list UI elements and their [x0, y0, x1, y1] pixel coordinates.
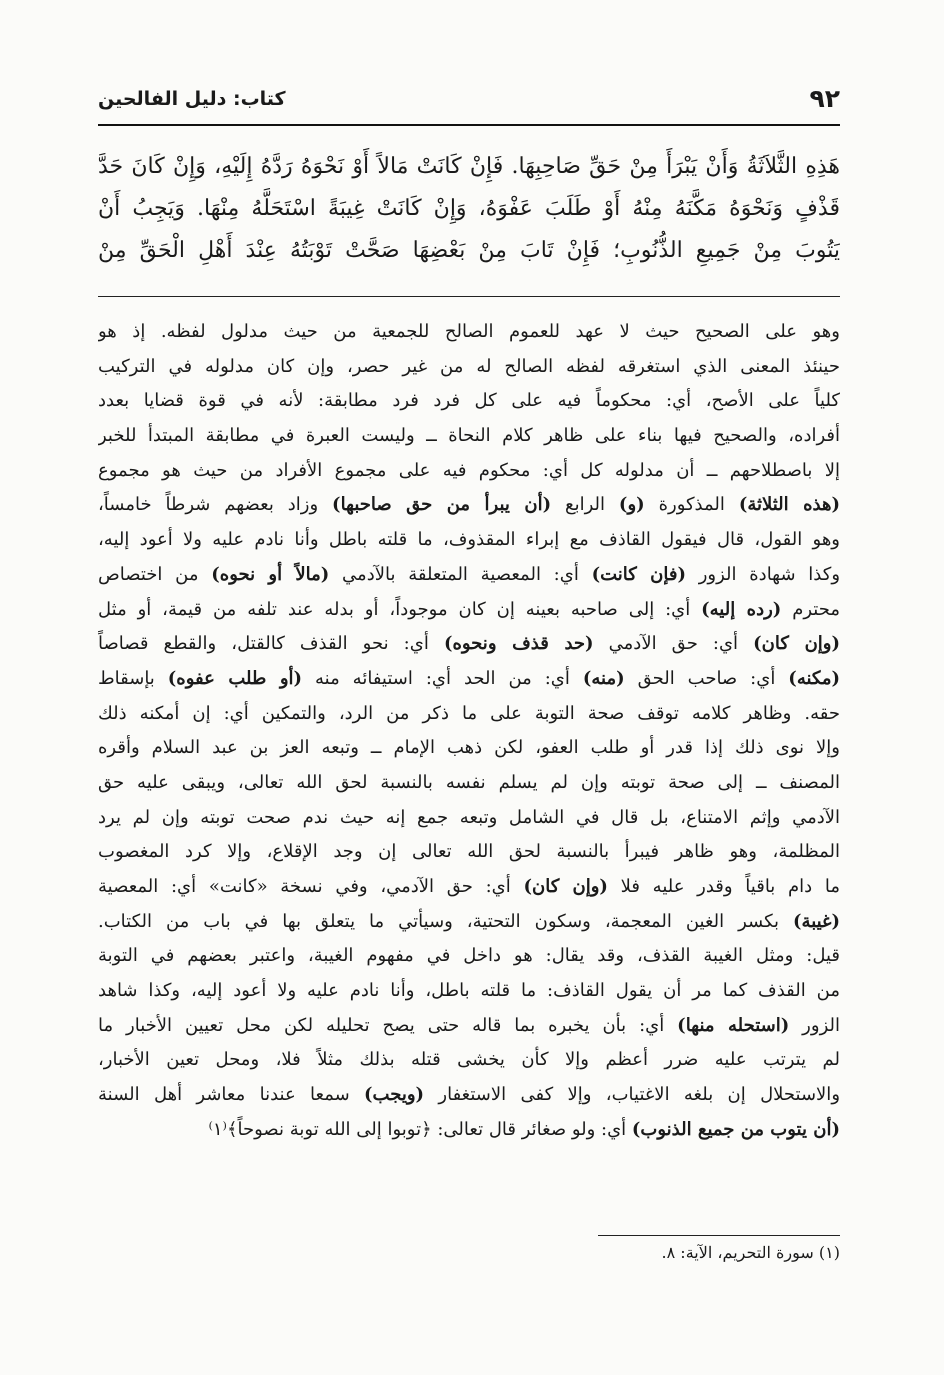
commentary-run: المصنف ــ إلى صحة توبته وإن لم يسلم نفسه بالنسبة لحق الله تعالى، ويبقى عليه حق — [98, 771, 840, 793]
commentary-line — [98, 315, 840, 350]
matn-line: يَتُوبَ مِنْ جَمِيعِ الذُّنُوبِ؛ فَإِنْ تَابَ مِنْ بَعْضِهَا صَحَّتْ تَوْبَتُهُ عِنْدَ أَهْلِ الْحَقِّ مِنْ — [98, 238, 840, 263]
commentary-run: إلا باصطلاحهم ــ أن مدلوله كل أي: محكوم فيه على مجموع الأفراد من حيث هو مجموع — [98, 459, 840, 481]
commentary-text — [98, 315, 840, 1148]
commentary-run: وكذا شهادة الزور — [685, 563, 840, 585]
commentary-run: بإسقاط — [98, 667, 168, 689]
matn-line: قَذْفٍ وَنَحْوَهُ مَكَّنَهُ مِنْهُ أَوْ طَلَبَ عَفْوَهُ، وَإِنْ كَانَتْ غِيبَةً اسْتَحَلَّهُ مِنْهَا. وَيَجِبُ أَنْ — [98, 196, 840, 221]
commentary-run: أي: نحو القذف كالقتل، والقطع قصاصاً — [98, 633, 444, 655]
quoted-matn-phrase: (وإن كان) — [753, 633, 840, 655]
commentary-run: المظلمة، وهو ظاهر فيبرأ بالنسبة لحق الله تعالى إن وجد الإقلاع، وإلا كرد المغصوب — [98, 841, 840, 863]
commentary-run: الزور — [789, 1014, 840, 1036]
commentary-run: محترم — [781, 598, 840, 620]
commentary-run: أي: حق الآدمي — [593, 633, 754, 655]
commentary-line — [98, 419, 840, 454]
commentary-run: وإلا نوى ذلك إذا قدر أو طلب العفو، لكن ذهب الإمام ــ وتبعه العز بن عبد السلام وأقره — [98, 737, 840, 759]
footnote: (١) سورة التحريم، الآية: ٨. — [661, 1243, 840, 1262]
quoted-matn-phrase: (و) — [618, 494, 645, 516]
commentary-line — [98, 939, 840, 974]
quoted-matn-phrase: (مالاً أو نحوه) — [211, 563, 330, 585]
quoted-matn-phrase: (رده إليه) — [701, 598, 782, 620]
commentary-run: أي: من الحد أي: استيفائه منه — [302, 667, 583, 689]
matn-divider — [98, 296, 840, 297]
commentary-line — [98, 1078, 840, 1113]
commentary-line — [98, 870, 840, 905]
commentary-line — [98, 974, 840, 1009]
matn-line: هَذِهِ الثَّلاَثَةُ وَأَنْ يَبْرَأَ مِنْ حَقِّ صَاحِبِهَا. فَإِنْ كَانَتْ مَالاً أَوْ نَحْوَهُ رَدَّهُ إِلَيْهِ، وَإِنْ كَانَ حَدَّ — [98, 154, 840, 179]
commentary-line — [98, 1113, 840, 1148]
commentary-line — [98, 593, 840, 628]
quoted-matn-phrase: (أن يبرأ من حق صاحبها) — [332, 494, 552, 516]
quoted-matn-phrase: (غيبة) — [793, 910, 840, 932]
footnote-divider — [598, 1235, 840, 1236]
matn-text — [98, 146, 840, 272]
commentary-run: أي: إلى صاحبه بعينه إن كان موجوداً، أو بدله عند تلفه من قيمة، أو مثل — [98, 598, 702, 620]
quoted-matn-phrase: (حد قذف ونحوه) — [443, 633, 594, 655]
commentary-run: أي: حق الآدمي، وفي نسخة «كانت» أي: المعصية — [98, 876, 524, 897]
commentary-run: أي: صاحب الحق — [624, 667, 789, 689]
commentary-run: من اختصاص — [98, 563, 212, 585]
commentary-line — [98, 1043, 840, 1078]
commentary-line — [98, 384, 840, 419]
commentary-line — [98, 523, 840, 558]
running-title: كتاب: دليل الفالحين — [98, 88, 286, 110]
commentary-line — [98, 627, 840, 662]
header-divider — [98, 124, 840, 126]
commentary-run: أفراده، والصحيح فيها بناء على ظاهر كلام النحاة ــ وليست العبرة في مطابقة المبتدأ للخبر — [98, 425, 840, 447]
commentary-line — [98, 801, 840, 836]
page-number: ٩٢ — [809, 84, 840, 113]
quoted-matn-phrase: (وإن كان) — [523, 876, 608, 897]
commentary-run: كلياً على الأصح، أي: محكوماً فيه على كل فرد فرد مطابقة: لأنه في قوة قضايا بعدد — [98, 390, 840, 412]
commentary-run: وهو القول، قال فيقول القاذف مع إبراء المقذوف، ما قلته باطل وأنا نادم عليه ولا أعود إليه، — [98, 529, 840, 551]
quoted-matn-phrase: (ويجب) — [364, 1084, 425, 1106]
commentary-run: المذكورة — [644, 494, 739, 516]
quoted-matn-phrase: (مكنه) — [788, 667, 840, 689]
commentary-run: حقه. وظاهر كلامه توقف صحة التوبة على ما ذكر من الرد، والتمكين أي: إن أمكنه ذلك — [98, 702, 840, 724]
commentary-line — [98, 454, 840, 489]
commentary-run: قيل: ومثل الغيبة القذف، وقد يقال: هو داخل في مفهوم الغيبة، واعتبر بعضهم في التوبة — [98, 945, 840, 967]
commentary-run: وهو على الصحيح حيث لا عهد للعموم الصالح للجمعية من حيث مدلول لفظه. إذ هو — [98, 321, 840, 342]
commentary-run: من القذف كما مر أن يقول القاذف: ما قلته باطل، وأنا نادم عليه ولا أعود إليه، وكذا شاهد — [98, 980, 840, 1002]
commentary-run: والاستحلال إن بلغه الاغتياب، وإلا كفى الاستغفار — [424, 1084, 840, 1106]
commentary-line — [98, 766, 840, 801]
commentary-line — [98, 662, 840, 697]
commentary-line — [98, 835, 840, 870]
commentary-line — [98, 488, 840, 523]
commentary-run: حينئذ المعنى الذي استغرقه لفظه الصالح له من غير حصر، وإن كان مدلوله في التركيب — [98, 355, 840, 377]
commentary-run: أي: المعصية المتعلقة بالآدمي — [329, 563, 592, 585]
commentary-run: ما دام باقياً وقدر عليه فلا — [607, 876, 840, 897]
commentary-run: بكسر الغين المعجمة، وسكون التحتية، وسيأتي ما يتعلق بها في باب من الكتاب. — [98, 910, 794, 932]
quoted-matn-phrase: (أو طلب عفوه) — [167, 667, 303, 689]
commentary-line — [98, 558, 840, 593]
quoted-matn-phrase: (استحله منها) — [677, 1014, 790, 1036]
page-header — [98, 82, 840, 118]
quoted-matn-phrase: (هذه الثلاثة) — [738, 494, 840, 516]
commentary-run: أي: ولو صغائر قال تعالى: ﴿توبوا إلى الله توبة نصوحاً﴾⁽١⁾ — [208, 1118, 632, 1140]
commentary-run: سمعا عندنا معاشر أهل السنة — [98, 1084, 365, 1106]
commentary-line — [98, 905, 840, 940]
commentary-run: الرابع — [551, 494, 619, 516]
commentary-line — [98, 697, 840, 732]
commentary-line — [98, 1009, 840, 1044]
commentary-line — [98, 350, 840, 385]
commentary-run: الآدمي وإثم الامتناع، بل قال في الشامل وتبعه جمع إنه حيث ندم صحت توبته وإن لم يرد — [98, 806, 840, 828]
commentary-run: وزاد بعضهم شرطاً خامساً، — [98, 494, 333, 516]
quoted-matn-phrase: (منه) — [582, 667, 625, 689]
quoted-matn-phrase: (فإن كانت) — [591, 563, 686, 585]
commentary-run: لم يترتب عليه ضرر أعظم وإلا كأن يخشى قتله بذلك مثلاً فلا، ومحل تعين الأخبار، — [98, 1049, 840, 1071]
commentary-run: أي: بأن يخبره بما قاله حتى يصح تحليله لكن محل تعيين الأخبار ما — [98, 1014, 678, 1036]
quoted-matn-phrase: (أن يتوب من جميع الذنوب) — [631, 1118, 840, 1140]
commentary-line — [98, 731, 840, 766]
